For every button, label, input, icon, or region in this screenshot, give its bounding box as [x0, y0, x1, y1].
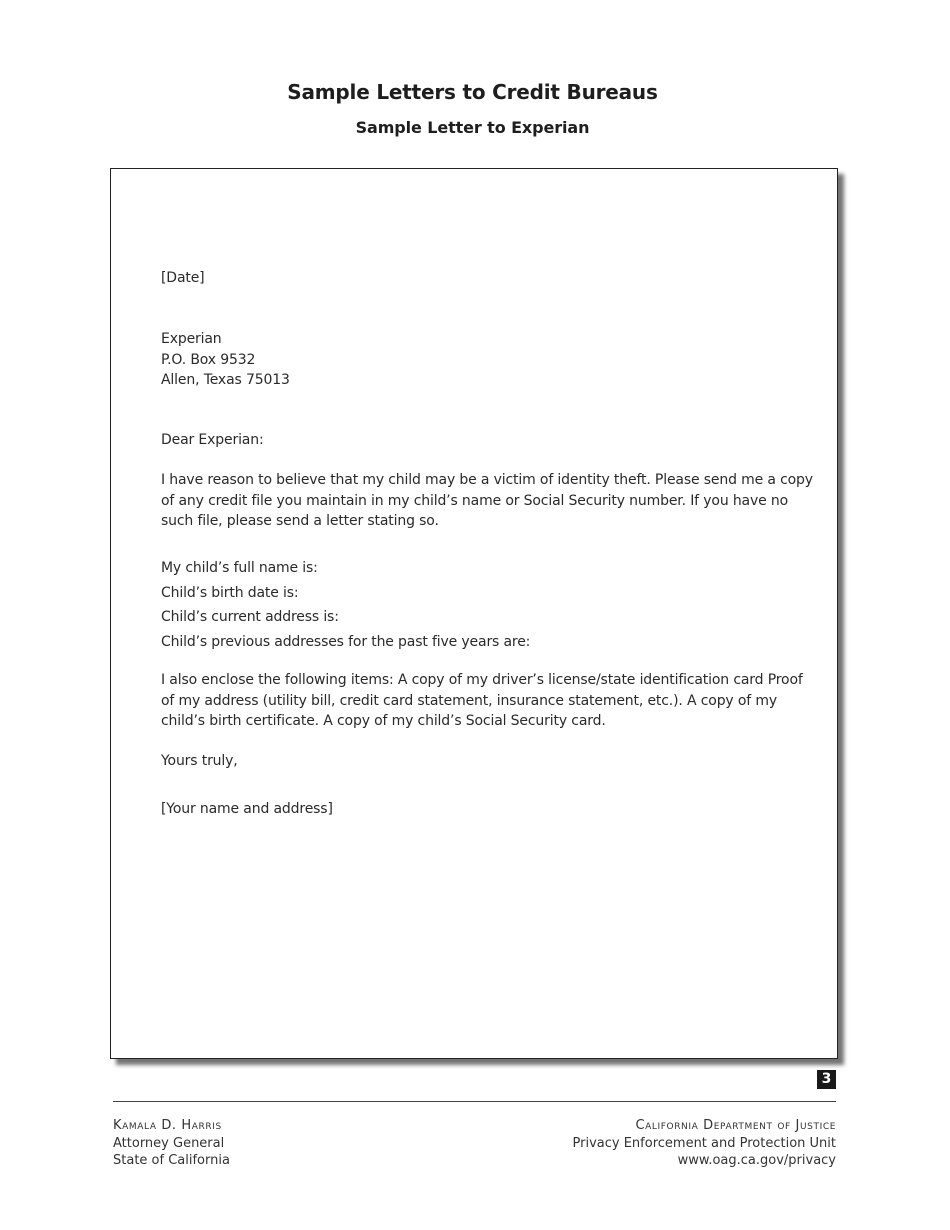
child-info-fields	[161, 556, 530, 655]
salutation: Dear Experian:	[161, 432, 264, 448]
attorney-general-name: Kamala D. Harris	[113, 1118, 222, 1133]
signature-placeholder: [Your name and address]	[161, 801, 333, 817]
paragraph-line: I also enclose the following items: A copy of my driver’s license/state identification card Proof	[161, 672, 803, 688]
field-current-address: Child’s current address is:	[161, 609, 339, 626]
footer-right	[573, 1117, 836, 1170]
sub-title: Sample Letter to Experian	[355, 118, 590, 137]
letter-date: [Date]	[161, 270, 205, 286]
field-full-name: My child’s full name is:	[161, 560, 318, 576]
recipient-address-line1: P.O. Box 9532	[161, 351, 256, 368]
closing: Yours truly,	[161, 753, 238, 769]
main-title: Sample Letters to Credit Bureaus	[287, 80, 658, 104]
department-name: California Department of Justice	[635, 1118, 836, 1133]
paragraph-request	[161, 470, 813, 532]
sample-letter-box	[110, 168, 838, 1059]
page-number-badge: 3	[817, 1070, 836, 1089]
paragraph-line: of my address (utility bill, credit card statement, insurance statement, etc.). A copy of my	[161, 692, 777, 709]
field-birth-date: Child’s birth date is:	[161, 584, 299, 601]
unit-name: Privacy Enforcement and Protection Unit	[572, 1135, 836, 1151]
footer-divider	[113, 1101, 836, 1102]
footer-left	[113, 1117, 230, 1170]
paragraph-line: such file, please send a letter stating so.	[161, 513, 439, 529]
paragraph-line: child’s birth certificate. A copy of my child’s Social Security card.	[161, 713, 606, 729]
website-url[interactable]: www.oag.ca.gov/privacy	[677, 1153, 836, 1168]
field-previous-addresses: Child’s previous addresses for the past five years are:	[161, 634, 531, 651]
attorney-general-title: Attorney General	[113, 1135, 225, 1151]
state-name: State of California	[113, 1153, 230, 1168]
recipient-address-line2: Allen, Texas 75013	[161, 372, 290, 388]
recipient-name: Experian	[161, 331, 222, 347]
paragraph-line: of any credit file you maintain in my child’s name or Social Security number. If you have no	[161, 492, 789, 509]
paragraph-line: I have reason to believe that my child may be a victim of identity theft. Please send me a copy	[161, 472, 813, 488]
paragraph-enclosures	[161, 670, 803, 732]
recipient-address	[161, 329, 290, 391]
